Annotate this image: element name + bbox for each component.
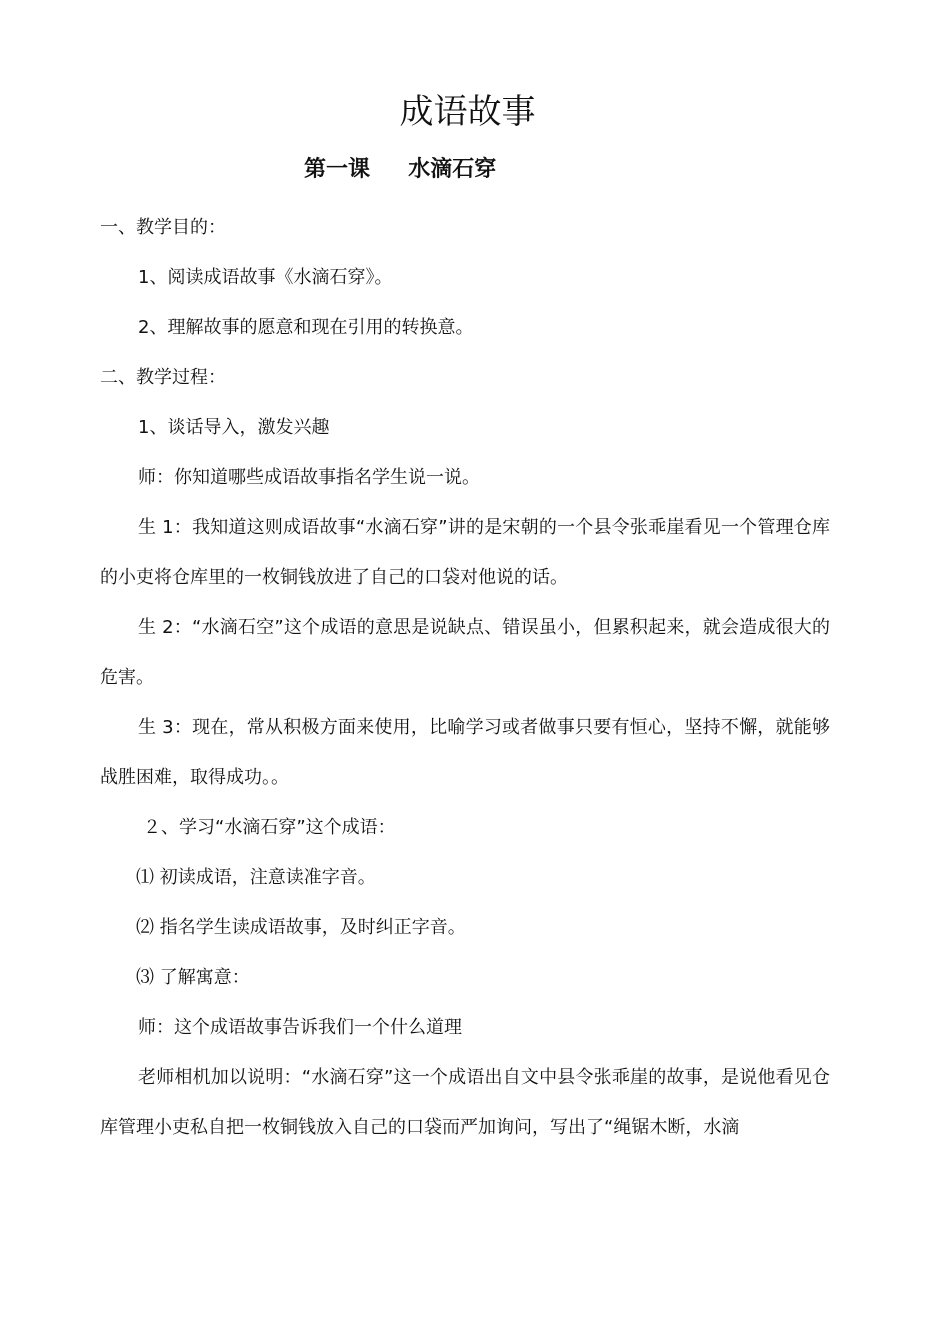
lesson-title: 第一课 水滴石穿 xyxy=(304,157,497,182)
sub-step: ⑵ 指名学生读成语故事，及时纠正字音。 xyxy=(136,917,466,938)
goal-item: 1、阅读成语故事《水滴石穿》。 xyxy=(138,267,393,288)
document-body xyxy=(100,203,830,1153)
process-step: 1、谈话导入，激发兴趣 xyxy=(138,417,330,438)
student-answer: 生 2：“水滴石空”这个成语的意思是说缺点、错误虽小，但累积起来，就会造成很大的危害。 xyxy=(100,617,830,688)
sub-step: ⑶ 了解寓意： xyxy=(136,967,250,988)
student-answer: 生 1：我知道这则成语故事“水滴石穿”讲的是宋朝的一个县令张乖崖看见一个管理仓库的小吏将仓库里的一枚铜钱放进了自己的口袋对他说的话。 xyxy=(100,517,830,588)
process-step: ２、学习“水滴石穿”这个成语： xyxy=(143,817,396,838)
section-heading-goals: 一、教学目的： xyxy=(100,217,226,238)
teacher-question: 师：你知道哪些成语故事指名学生说一说。 xyxy=(138,467,480,488)
teacher-question: 师：这个成语故事告诉我们一个什么道理 xyxy=(138,1017,462,1038)
section-heading-process: 二、教学过程： xyxy=(100,367,226,388)
document-title: 成语故事 xyxy=(399,92,536,132)
goal-item: 2、理解故事的愿意和现在引用的转换意。 xyxy=(138,317,474,338)
sub-step: ⑴ 初读成语，注意读准字音。 xyxy=(136,867,376,888)
student-answer: 生 3：现在，常从积极方面来使用，比喻学习或者做事只要有恒心，坚持不懈，就能够战胜困难，取得成功。。 xyxy=(100,717,830,788)
teacher-explanation: 老师相机加以说明：“水滴石穿”这一个成语出自文中县令张乖崖的故事，是说他看见仓库管理小吏私自把一枚铜钱放入自己的口袋而严加询问，写出了“绳锯木断，水滴 xyxy=(100,1067,830,1138)
